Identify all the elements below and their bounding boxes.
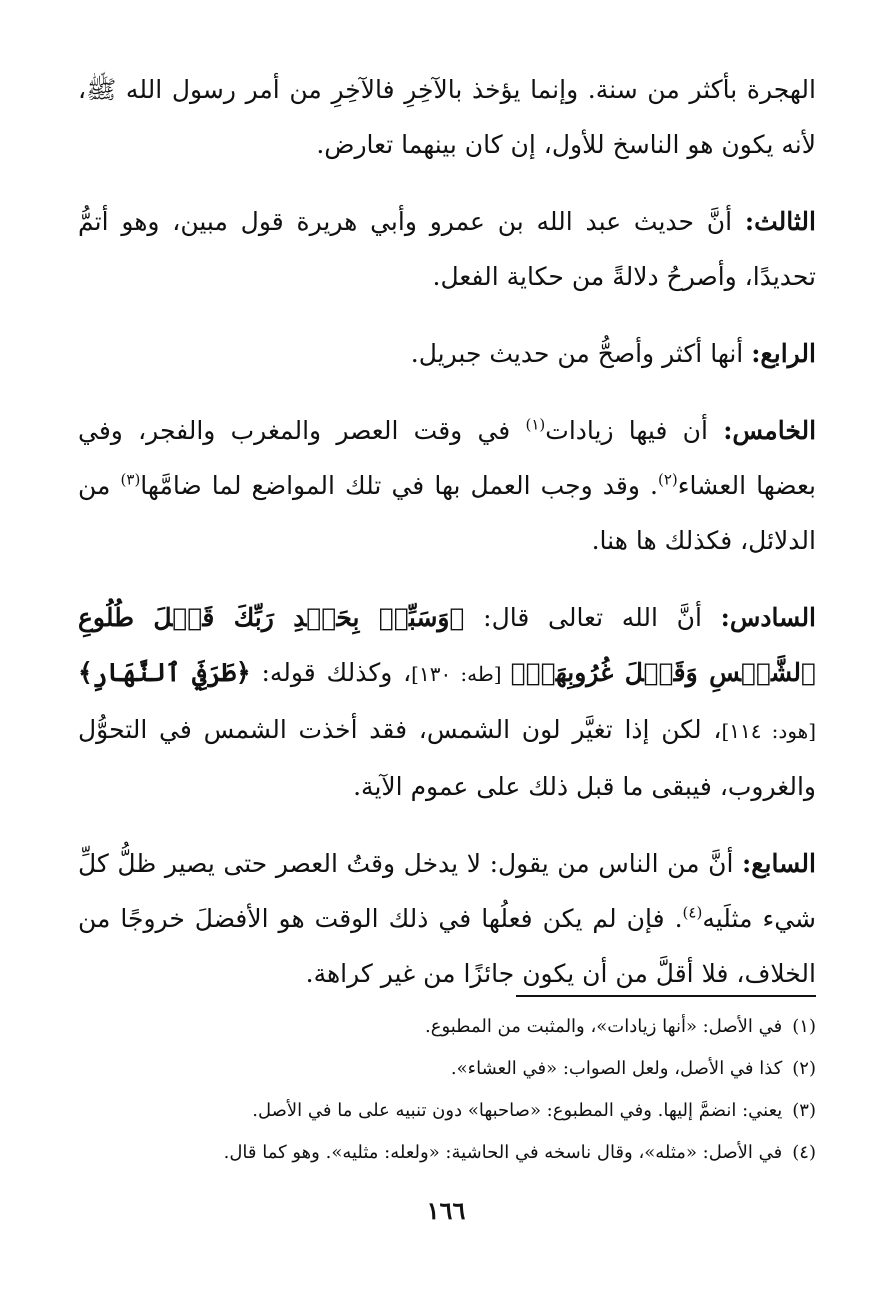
footnote-marker[interactable]: (١) <box>525 415 546 434</box>
paragraph-third <box>78 194 816 304</box>
footnote-marker[interactable]: (٣) <box>120 470 141 489</box>
paragraph-text: أن فيها زيادات <box>545 416 724 445</box>
paragraph-text: الهجرة بأكثر من سنة. وإنما يؤخذ بالآخِرِ فالآخِرِ من أمر رسول الله ﷺ، لأنه يكون هو الناسخ للأول، إن كان بينهما تعارض. <box>78 75 816 159</box>
paragraph-lead: الرابع: <box>751 339 816 368</box>
footnote-number: (٣) <box>792 1100 816 1121</box>
quran-verse: ﴿وَسَبِّحۡ بِحَمۡدِ رَبِّكَ قَبۡلَ طُلُوعِ ٱلشَّمۡسِ وَقَبۡلَ غُرُوبِهَاۖ﴾ <box>78 603 816 687</box>
footnotes <box>78 1006 816 1174</box>
paragraph-fourth <box>78 326 816 381</box>
footnote-marker[interactable]: (٤) <box>682 903 703 922</box>
paragraph-lead: الثالث: <box>744 207 816 236</box>
footnote-text: في الأصل: «أنها زيادات»، والمثبت من المطبوع. <box>424 1016 783 1037</box>
paragraph-lead: السادس: <box>720 603 817 632</box>
verse-reference: [هود: ١١٤] <box>721 719 817 743</box>
paragraph-text: أنها أكثر وأصحُّ من حديث جبريل. <box>410 339 752 368</box>
paragraph-seventh <box>78 836 816 1001</box>
paragraph-lead: الخامس: <box>723 416 817 445</box>
footnote-item <box>78 1006 816 1048</box>
paragraph-lead: السابع: <box>742 849 816 878</box>
footnote-number: (٤) <box>792 1142 816 1163</box>
footnote-marker[interactable]: (٢) <box>657 470 678 489</box>
footnote-text: في الأصل: «مثله»، وقال ناسخه في الحاشية: «ولعله: مثليه». وهو كما قال. <box>223 1142 783 1163</box>
paragraph-text: في وقت العصر والمغرب والفجر، وفي بعضها العشاء <box>78 416 816 500</box>
quran-verse: ﴿طَرَفَيِ ٱلنَّهَارِ﴾ <box>78 658 251 687</box>
paragraph-sixth <box>78 590 816 814</box>
paragraph-text: من الدلائل، فكذلك ها هنا. <box>78 471 816 555</box>
footnote-item <box>78 1048 816 1090</box>
paragraph-text: . فإن لم يكن فعلُها في ذلك الوقت هو الأفضلَ خروجًا من الخلاف، فلا أقلَّ من أن يكون جائزًا من غير كراهة. <box>78 904 816 988</box>
footnote-item <box>78 1090 816 1132</box>
page-body <box>78 62 816 1023</box>
verse-reference: [طه: ١٣٠] <box>411 662 511 686</box>
footnote-number: (٢) <box>792 1058 816 1079</box>
footnote-text: يعني: انضمَّ إليها. وفي المطبوع: «صاحبها» دون تنبيه على ما في الأصل. <box>252 1100 783 1121</box>
page-number: ١٦٦ <box>426 1196 466 1225</box>
paragraph-continuation <box>78 62 816 172</box>
footnote-divider <box>516 995 816 997</box>
paragraph-fifth <box>78 403 816 568</box>
footnote-text: كذا في الأصل، ولعل الصواب: «في العشاء». <box>450 1058 783 1079</box>
paragraph-text: ، وكذلك قوله: <box>250 658 412 687</box>
paragraph-text: أنَّ الله تعالى قال: <box>464 603 721 632</box>
paragraph-text: أنَّ حديث عبد الله بن عمرو وأبي هريرة قول مبين، وهو أتمُّ تحديدًا، وأصرحُ دلالةً من حكاية الفعل. <box>78 207 816 291</box>
paragraph-text: أنَّ من الناس من يقول: لا يدخل وقتُ العصر حتى يصير ظلُّ كلِّ شيء مثلَيه <box>78 849 817 933</box>
paragraph-text: . وقد وجب العمل بها في تلك المواضع لما ضامَّها <box>140 471 658 500</box>
footnote-number: (١) <box>792 1016 816 1037</box>
footnote-item <box>78 1132 816 1174</box>
paragraph-text: ، لكن إذا تغيَّر لون الشمس، فقد أخذت الشمس في التحوُّل والغروب، فيبقى ما قبل ذلك على عموم الآية. <box>78 715 816 801</box>
